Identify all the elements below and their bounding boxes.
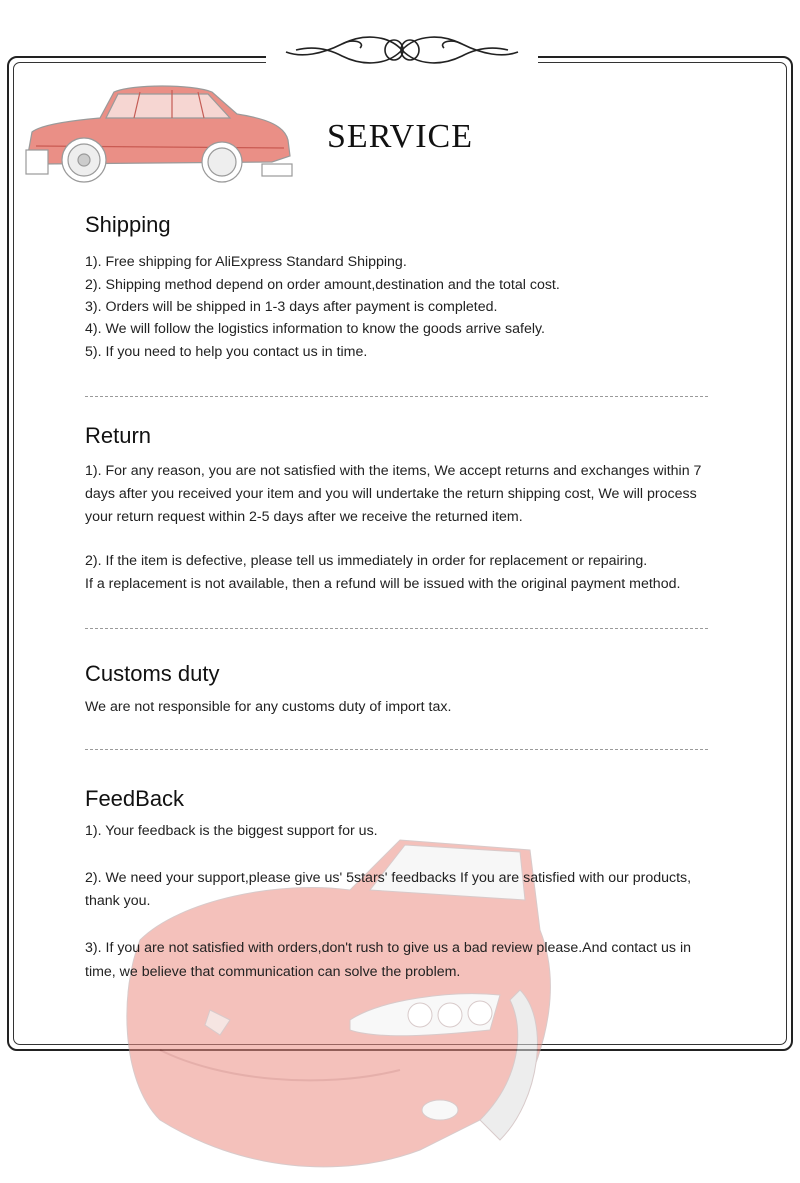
return-heading: Return bbox=[85, 423, 152, 448]
shipping-line-4: 4). We will follow the logistics information to know the goods arrive safely. bbox=[85, 321, 545, 337]
feedback-line-3: thank you. bbox=[85, 893, 151, 909]
return-line-3: your return request within 2-5 days after we receive the returned item. bbox=[85, 509, 523, 525]
shipping-line-2: 2). Shipping method depend on order amount,destination and the total cost. bbox=[85, 277, 560, 293]
return-line-4: 2). If the item is defective, please tell us immediately in order for replacement or repairing. bbox=[85, 553, 648, 569]
divider-shipping bbox=[85, 396, 708, 397]
page-title: SERVICE bbox=[327, 118, 473, 155]
feedback-line-4: 3). If you are not satisfied with orders,don't rush to give us a bad review please.And contact us in bbox=[85, 940, 692, 956]
feedback-line-2: 2). We need your support,please give us' 5stars' feedbacks If you are satisfied with our products, bbox=[85, 870, 692, 886]
shipping-line-1: 1). Free shipping for AliExpress Standard Shipping. bbox=[85, 254, 407, 270]
feedback-line-5: time, we believe that communication can solve the problem. bbox=[85, 964, 461, 980]
customs-line-1: We are not responsible for any customs duty of import tax. bbox=[85, 699, 452, 715]
shipping-line-5: 5). If you need to help you contact us in time. bbox=[85, 344, 368, 360]
return-line-5: If a replacement is not available, then a refund will be issued with the original payment method. bbox=[85, 576, 681, 592]
return-line-1: 1). For any reason, you are not satisfied with the items, We accept returns and exchanges within 7 bbox=[85, 463, 702, 479]
shipping-line-3: 3). Orders will be shipped in 1-3 days after payment is completed. bbox=[85, 299, 498, 315]
feedback-heading: FeedBack bbox=[85, 786, 185, 811]
divider-return bbox=[85, 628, 708, 629]
shipping-heading: Shipping bbox=[85, 212, 171, 237]
feedback-line-1: 1). Your feedback is the biggest support for us. bbox=[85, 823, 378, 839]
divider-customs bbox=[85, 749, 708, 750]
return-line-2: days after you received your item and you will undertake the return shipping cost, We will process bbox=[85, 486, 697, 502]
customs-heading: Customs duty bbox=[85, 661, 220, 686]
